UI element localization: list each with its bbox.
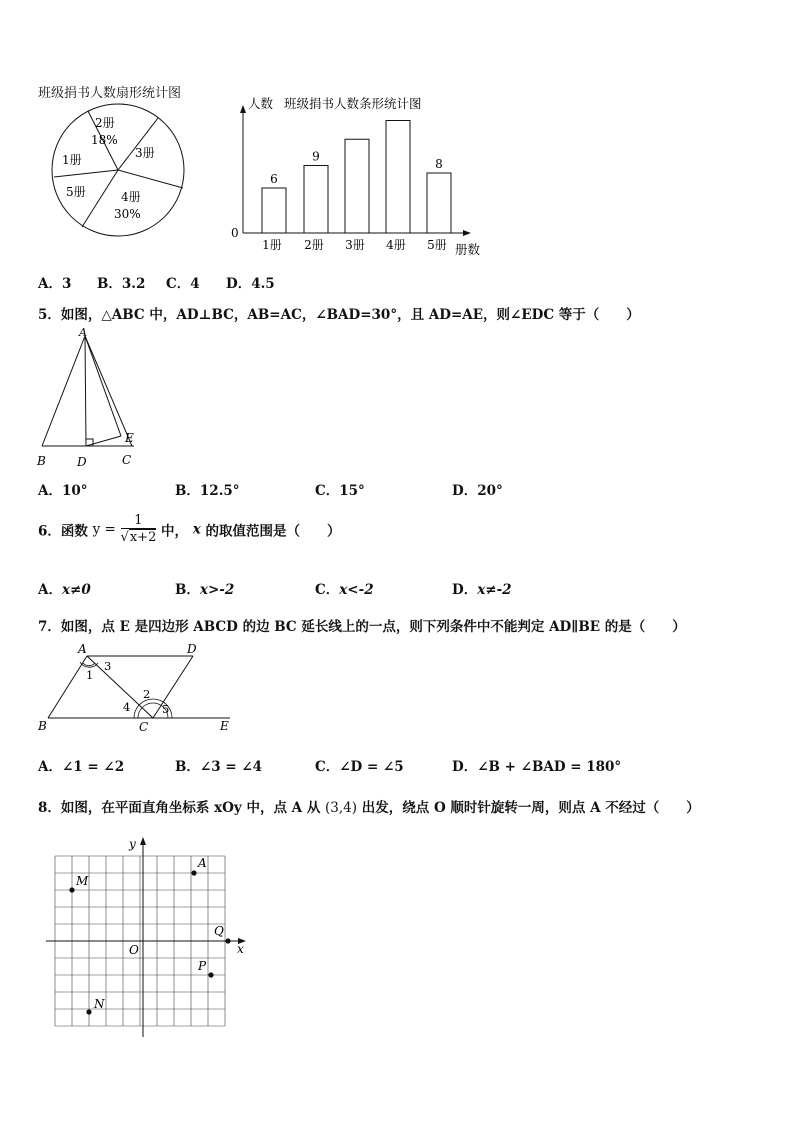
bar-chart-title: 班级捐书人数条形统计图 <box>284 96 422 111</box>
bar-4 <box>386 121 410 234</box>
q7-question: 7．如图，点 E 是四边形 ABCD 的边 BC 延长线上的一点，则下列条件中不能判定 AD∥BE 的是（ ） <box>38 619 686 635</box>
point-m <box>69 887 74 892</box>
pie-percent-4: 30% <box>114 207 141 221</box>
q7-angle-3: 3 <box>104 659 112 673</box>
bar-2 <box>304 166 328 234</box>
pie-label-2: 2册 <box>95 116 115 130</box>
bar-x-axis-arrow <box>463 230 471 236</box>
q5-figure <box>30 326 142 472</box>
pie-label-3: 3册 <box>135 146 155 160</box>
bar-origin-label: 0 <box>231 226 239 240</box>
q5-label-c: C <box>122 453 132 467</box>
q5-label-b: B <box>37 454 46 468</box>
grid-label-y: y <box>129 837 136 851</box>
q6-numerator: 1 <box>121 513 157 529</box>
q7-angle-4: 4 <box>123 700 131 714</box>
pie-chart <box>48 100 188 240</box>
bar-3 <box>345 139 369 233</box>
q4-option-d[interactable]: D．4.5 <box>226 276 275 292</box>
q6-y-equals: y = <box>92 521 116 538</box>
pie-chart-title: 班级捐书人数扇形统计图 <box>38 86 182 101</box>
q5-option-a[interactable]: A．10° <box>38 483 88 499</box>
q7-label-c: C <box>139 720 149 734</box>
q7-angle-2: 2 <box>143 687 151 701</box>
q7-angle-5: 5 <box>162 702 170 716</box>
q5-question: 5．如图，△ABC 中，AD⊥BC，AB=AC，∠BAD=30°，且 AD=AE，则∠EDC 等于（ ） <box>38 307 640 323</box>
pie-label-1: 1册 <box>62 153 82 167</box>
pie-divider <box>54 170 118 177</box>
q7-label-b: B <box>38 719 47 733</box>
q6-option-d[interactable]: D．x≠-2 <box>452 582 512 598</box>
q8-text-a: 8．如图，在平面直角坐标系 xOy 中，点 A 从 <box>38 800 321 816</box>
point-q <box>225 938 230 943</box>
bar-category-label-5: 5册 <box>427 238 447 252</box>
q7-figure <box>30 636 240 736</box>
grid-label-x: x <box>237 942 244 956</box>
bar-x-axis-label: 册数 <box>455 242 481 257</box>
q5-option-d[interactable]: D．20° <box>452 483 503 499</box>
pie-divider <box>82 170 118 227</box>
pie-percent-2: 18% <box>91 133 118 147</box>
q7-option-a[interactable]: A．∠1 = ∠2 <box>38 759 125 775</box>
bar-y-axis-arrow <box>240 105 246 113</box>
q7-label-e: E <box>220 719 229 733</box>
q6-suffix: 中， <box>161 523 189 540</box>
point-n <box>86 1009 91 1014</box>
bar-value-label-1: 6 <box>270 172 278 186</box>
q6-option-a[interactable]: A．x≠0 <box>38 582 91 598</box>
q5-option-c[interactable]: C．15° <box>315 483 365 499</box>
bar-category-label-4: 4册 <box>386 238 406 252</box>
bar-5 <box>427 173 451 233</box>
point-a <box>191 870 196 875</box>
q5-label-a: A <box>79 326 87 339</box>
bar-category-label-2: 2册 <box>304 238 324 252</box>
q6-radicand: x+2 <box>129 530 157 545</box>
q4-option-a[interactable]: A．3 <box>38 276 72 292</box>
q7-label-d: D <box>187 642 197 656</box>
q7-angle-1: 1 <box>86 668 94 682</box>
q8-text-b: 出发，绕点 O 顺时针旋转一周，则点 A 不经过（ ） <box>361 800 700 816</box>
pie-divider <box>118 170 183 188</box>
q8-question <box>38 796 700 816</box>
q6-question <box>38 513 341 546</box>
grid-label-n: N <box>94 997 105 1011</box>
bar-category-label-1: 1册 <box>262 238 282 252</box>
pie-divider <box>118 118 158 170</box>
grid-label-a: A <box>198 856 207 870</box>
grid-label-p: P <box>198 959 207 973</box>
q6-variable: x <box>192 521 201 538</box>
grid-label-q: Q <box>214 924 224 938</box>
q8-coordinate: (3,4) <box>325 800 358 816</box>
q6-option-c[interactable]: C．x<-2 <box>315 582 374 598</box>
q6-fraction <box>121 513 157 546</box>
q5-label-e: E <box>125 431 134 445</box>
q5-option-b[interactable]: B．12.5° <box>175 483 240 499</box>
q5-label-d: D <box>77 455 87 469</box>
q6-denominator: √x+2 <box>120 530 157 545</box>
q6-option-b[interactable]: B．x>-2 <box>175 582 235 598</box>
q7-option-d[interactable]: D．∠B + ∠BAD = 180° <box>452 759 622 775</box>
bar-chart <box>228 92 494 260</box>
pie-label-5: 5册 <box>66 185 86 199</box>
q7-option-b[interactable]: B．∠3 = ∠4 <box>175 759 263 775</box>
bar-category-label-3: 3册 <box>345 238 365 252</box>
pie-label-4: 4册 <box>121 190 141 204</box>
bar-value-label-5: 8 <box>435 157 443 171</box>
point-p <box>208 972 213 977</box>
q4-option-b[interactable]: B．3.2 <box>97 276 146 292</box>
grid-label-o: O <box>129 943 139 957</box>
q4-option-c[interactable]: C．4 <box>166 276 200 292</box>
grid-label-m: M <box>76 874 89 888</box>
q7-option-c[interactable]: C．∠D = ∠5 <box>315 759 404 775</box>
q6-prefix: 6．函数 <box>38 523 88 540</box>
bar-value-label-2: 9 <box>312 149 320 164</box>
q8-coordinate-grid <box>40 836 260 1042</box>
bar-1 <box>262 188 286 233</box>
bar-y-axis-label: 人数 <box>248 96 274 111</box>
q6-suffix-2: 的取值范围是（ ） <box>205 523 341 540</box>
q7-label-a: A <box>78 642 87 656</box>
